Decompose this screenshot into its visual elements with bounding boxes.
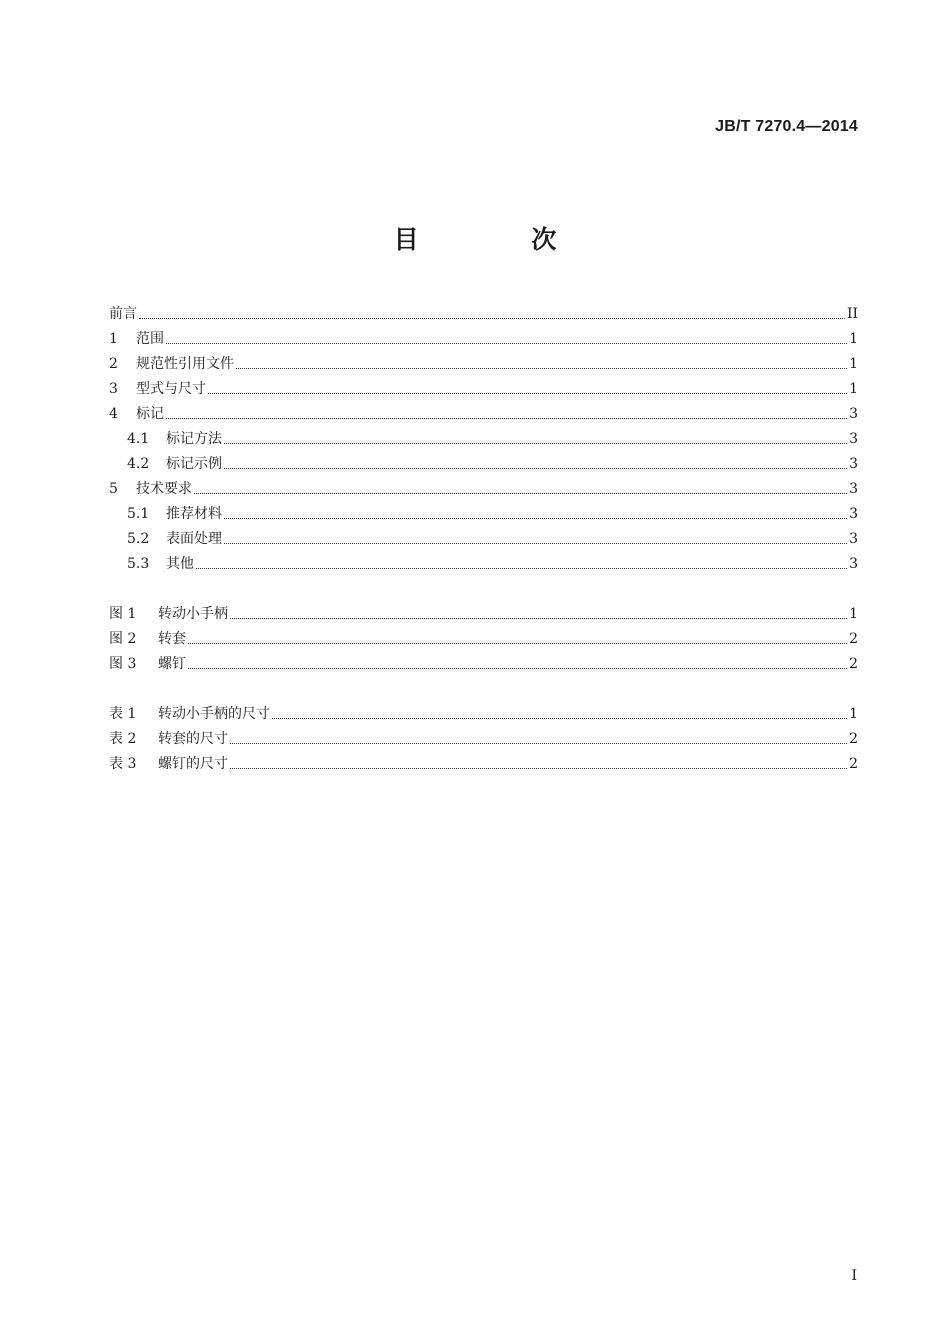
toc-entry-label: 螺钉的尺寸: [158, 756, 228, 772]
toc-entry-number: 5.1: [127, 506, 150, 522]
toc-entry-number: 3: [109, 381, 118, 397]
toc-figures: [109, 598, 858, 673]
toc-entry-page: 1: [849, 706, 858, 722]
toc-entry-table[interactable]: [109, 698, 858, 723]
toc-entry-page: 2: [849, 631, 858, 647]
toc-entry-page: 3: [849, 431, 858, 447]
dot-leader: [166, 342, 847, 344]
toc-entry-section[interactable]: [109, 323, 858, 348]
toc-entry-number: 5.2: [127, 531, 150, 547]
toc-entry-page: 2: [849, 731, 858, 747]
toc-entry-label: 其他: [166, 556, 194, 572]
toc-entry-number: 5: [109, 481, 118, 497]
toc-entry-page: 3: [849, 481, 858, 497]
toc-entry-figure[interactable]: [109, 623, 858, 648]
toc-entry-label: 推荐材料: [166, 506, 222, 522]
toc-entry-table[interactable]: [109, 748, 858, 773]
dot-leader: [224, 442, 847, 444]
dot-leader: [224, 467, 847, 469]
toc-entry-section[interactable]: [109, 448, 858, 473]
standard-code: JB/T 7270.4—2014: [715, 118, 858, 135]
toc-entry-page: II: [846, 306, 858, 322]
toc-entry-page: 3: [849, 456, 858, 472]
toc-entry-label: 型式与尺寸: [136, 381, 206, 397]
dot-leader: [230, 767, 847, 769]
dot-leader: [230, 742, 847, 744]
toc-entry-page: 1: [849, 381, 858, 397]
toc-entry-number: 5.3: [127, 556, 150, 572]
toc-tables: [109, 698, 858, 773]
toc-entry-table[interactable]: [109, 723, 858, 748]
toc-entry-label: 前言: [109, 306, 137, 322]
dot-leader: [230, 617, 847, 619]
dot-leader: [188, 642, 847, 644]
toc-entry-figure[interactable]: [109, 648, 858, 673]
toc-entry-label: 转动小手柄的尺寸: [158, 706, 270, 722]
dot-leader: [236, 367, 847, 369]
toc-entry-section[interactable]: [109, 423, 858, 448]
toc-entry-section[interactable]: [109, 473, 858, 498]
toc-entry-number: 4.2: [127, 456, 150, 472]
dot-leader: [139, 317, 845, 319]
dot-leader: [196, 567, 847, 569]
toc-entry-number: 4.1: [127, 431, 150, 447]
toc-entry-page: 3: [849, 556, 858, 572]
toc-entry-page: 1: [849, 606, 858, 622]
toc-entry-page: 2: [849, 656, 858, 672]
dot-leader: [208, 392, 847, 394]
toc-entry-section[interactable]: [109, 498, 858, 523]
toc-entry-label: 技术要求: [136, 481, 192, 497]
toc-entry-page: 1: [849, 331, 858, 347]
toc-entry-section[interactable]: [109, 523, 858, 548]
toc-entry-section[interactable]: [109, 373, 858, 398]
toc-entry-label: 范围: [136, 331, 164, 347]
toc-entry-page: 1: [849, 356, 858, 372]
toc-sections: [109, 298, 858, 573]
toc-entry-figure[interactable]: [109, 598, 858, 623]
dot-leader: [166, 417, 847, 419]
dot-leader: [188, 667, 847, 669]
dot-leader: [194, 492, 847, 494]
toc-entry-page: 3: [849, 531, 858, 547]
toc-entry-section[interactable]: [109, 398, 858, 423]
toc-entry-page: 2: [849, 756, 858, 772]
toc-entry-number: 4: [109, 406, 118, 422]
toc-entry-label: 螺钉: [158, 656, 186, 672]
toc-entry-section[interactable]: [109, 548, 858, 573]
toc-entry-number: 1: [109, 331, 118, 347]
toc-entry-page: 3: [849, 506, 858, 522]
page-title: 目 次: [393, 225, 609, 254]
page-number: I: [851, 1268, 857, 1284]
toc-entry-label: 标记示例: [166, 456, 222, 472]
toc-entry-label: 转套的尺寸: [158, 731, 228, 747]
toc-entry-number: 2: [109, 356, 118, 372]
toc-entry-number: 表 3: [109, 756, 137, 772]
toc-entry-section[interactable]: [109, 348, 858, 373]
dot-leader: [224, 517, 847, 519]
toc-entry-number: 表 1: [109, 706, 137, 722]
toc-entry-number: 表 2: [109, 731, 137, 747]
toc-entry-number: 图 3: [109, 656, 137, 672]
toc-entry-number: 图 1: [109, 606, 137, 622]
toc-entry-label: 标记方法: [166, 431, 222, 447]
toc-entry-label: 表面处理: [166, 531, 222, 547]
toc-entry-label: 标记: [136, 406, 164, 422]
toc-entry-page: 3: [849, 406, 858, 422]
dot-leader: [272, 717, 847, 719]
toc-entry-section[interactable]: [109, 298, 858, 323]
toc-entry-label: 转动小手柄: [158, 606, 228, 622]
toc-entry-number: 图 2: [109, 631, 137, 647]
table-of-contents: [109, 298, 858, 773]
dot-leader: [224, 542, 847, 544]
toc-entry-label: 规范性引用文件: [136, 356, 234, 372]
toc-entry-label: 转套: [158, 631, 186, 647]
